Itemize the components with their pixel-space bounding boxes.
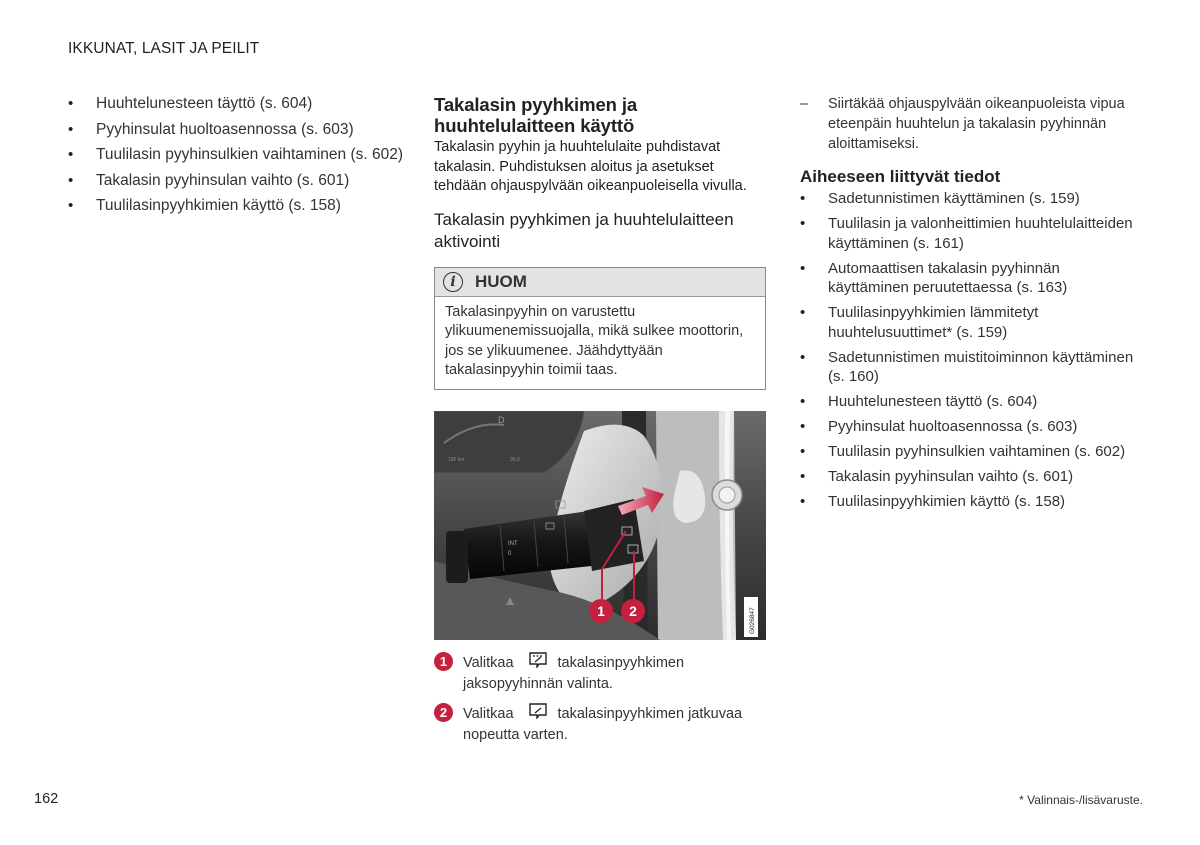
- svg-text:INT: INT: [508, 540, 518, 547]
- callout-text: [463, 703, 763, 745]
- callout-item: [434, 703, 766, 745]
- left-link-list: [68, 94, 408, 216]
- list-item[interactable]: • Tuulilasin ja valonheittimien huuhtelulaitteiden käyttäminen (s. 161): [800, 214, 1140, 253]
- note-header: [435, 268, 765, 297]
- svg-text:G026847: G026847: [749, 606, 756, 634]
- callout-suffix: takalasinpyyhkimen jaksopyyhinnän valinta.: [463, 654, 685, 692]
- list-item[interactable]: • Pyyhinsulat huoltoasennossa (s. 603): [800, 417, 1140, 437]
- step-dash: –: [800, 96, 809, 112]
- list-item[interactable]: • Sadetunnistimen käyttäminen (s. 159): [800, 189, 1140, 209]
- list-item[interactable]: • Sadetunnistimen muistitoiminnon käyttäminen (s. 160): [800, 348, 1140, 387]
- page-header: IKKUNAT, LASIT JA PEILIT: [68, 40, 260, 57]
- subsection-title: Takalasin pyyhkimen ja huuhtelulaitteen aktivointi: [434, 209, 734, 251]
- rear-wiper-continuous-icon: [528, 703, 548, 725]
- list-item[interactable]: • Huuhtelunesteen täyttö (s. 604): [800, 392, 1140, 412]
- page-number: 162: [34, 791, 59, 807]
- callout-item: [434, 652, 766, 694]
- callout-prefix: Valitkaa: [463, 705, 514, 722]
- rear-wiper-interval-icon: [528, 652, 548, 674]
- svg-text:D: D: [498, 414, 505, 425]
- callout-prefix: Valitkaa: [463, 654, 514, 671]
- svg-text:2: 2: [629, 602, 637, 619]
- svg-text:0: 0: [508, 550, 512, 557]
- svg-text:99.0: 99.0: [510, 456, 520, 463]
- step-text: Siirtäkää ohjauspylvään oikeanpuoleista vipua eteenpäin huuhtelun ja takalasin pyyhinnän aloittamiseksi.: [828, 96, 1125, 152]
- note-box: [434, 267, 766, 390]
- wiper-lever-illustration: [434, 411, 766, 640]
- callout-suffix: takalasinpyyhkimen jatkuvaa nopeutta varten.: [463, 705, 743, 743]
- intro-paragraph: Takalasin pyyhin ja huuhtelulaite puhdistavat takalasin. Puhdistuksen aloitus ja asetukset tehdään ohjauspylvään oikeanpuoleisella vivulla.: [434, 139, 747, 194]
- callout-list: [434, 652, 766, 745]
- callout-text: [463, 652, 763, 694]
- list-item[interactable]: • Takalasin pyyhinsulan vaihto (s. 601): [800, 467, 1140, 487]
- list-item[interactable]: • Tuulilasin pyyhinsulkien vaihtaminen (s. 602): [68, 145, 408, 165]
- list-item[interactable]: • Tuulilasinpyyhkimien lämmitetyt huuhtelusuuttimet* (s. 159): [800, 303, 1140, 342]
- footnote: * Valinnais-/lisävaruste.: [1019, 793, 1143, 807]
- list-item[interactable]: • Automaattisen takalasin pyyhinnän käyttäminen peruutettaessa (s. 163): [800, 259, 1140, 298]
- related-link-list: [800, 189, 1140, 512]
- svg-text:180 km: 180 km: [448, 456, 465, 463]
- info-icon: i: [443, 272, 463, 292]
- list-item[interactable]: • Huuhtelunesteen täyttö (s. 604): [68, 94, 408, 114]
- middle-column: [434, 94, 766, 754]
- right-column: [800, 94, 1140, 517]
- note-text: Takalasinpyyhin on varustettu ylikuumenemissuojalla, mikä sulkee moottorin, jos se ylikuumenee. Jäähdyttyään takalasinpyyhin toimii taas.: [445, 303, 744, 378]
- related-info-section: [800, 167, 1140, 512]
- instruction-step: [800, 94, 1140, 154]
- svg-text:1: 1: [597, 602, 605, 619]
- section-title: Takalasin pyyhkimen ja huuhtelulaitteen käyttö: [434, 94, 638, 136]
- note-title: HUOM: [475, 271, 527, 291]
- list-item[interactable]: • Tuulilasinpyyhkimien käyttö (s. 158): [800, 492, 1140, 512]
- callout-number: 2: [434, 703, 453, 722]
- list-item[interactable]: • Tuulilasin pyyhinsulkien vaihtaminen (s. 602): [800, 442, 1140, 462]
- list-item[interactable]: • Tuulilasinpyyhkimien käyttö (s. 158): [68, 196, 408, 216]
- list-item[interactable]: • Pyyhinsulat huoltoasennossa (s. 603): [68, 120, 408, 140]
- related-info-title: Aiheeseen liittyvät tiedot: [800, 167, 1001, 186]
- callout-number: 1: [434, 652, 453, 671]
- lever-illustration-svg: [434, 411, 766, 640]
- list-item[interactable]: • Takalasin pyyhinsulan vaihto (s. 601): [68, 171, 408, 191]
- left-column: [68, 94, 408, 222]
